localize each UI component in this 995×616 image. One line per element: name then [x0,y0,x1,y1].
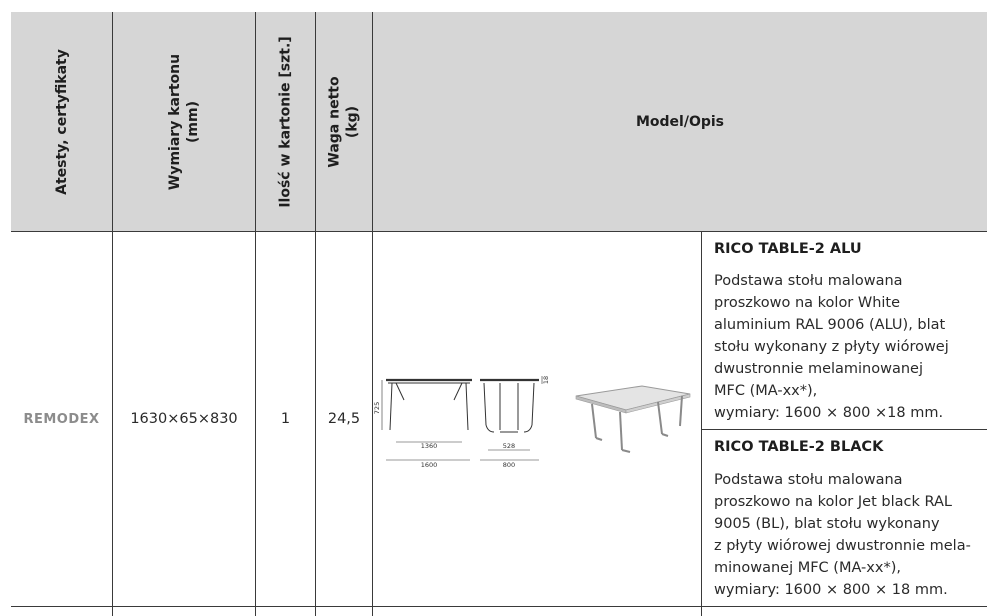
header-carton-dimensions [113,12,255,231]
variant-title-alu: RICO TABLE-2 ALU [714,241,862,257]
drawing-width-label: 1600 [420,461,438,469]
header-model-description: Model/Opis [635,113,725,130]
carton-dimensions-value: 1630×65×830 [130,411,238,427]
header-carton-dimensions-line1: Wymiary kartonu [167,53,183,190]
header-certificates [11,12,112,231]
description-line: Podstawa stołu malowana [714,472,903,488]
row-divider [11,606,987,607]
drawing-height-label: 725 [373,401,381,415]
header-carton-dimensions-line2: (mm) [185,100,201,143]
description-line: MFC (MA-xx*), [714,383,818,399]
description-line: z płyty wiórowej dwustronnie mela- [714,538,971,554]
variant-description-alu [714,270,949,424]
header-net-weight-line1: Waga netto [327,75,344,168]
description-line: minowanej MFC (MA-xx*), [714,560,901,576]
column-divider [701,232,702,616]
header-quantity [256,12,315,231]
drawing-inner-depth-label: 528 [502,442,516,450]
description-line: stołu wykonany z płyty wiórowej [714,339,949,355]
drawing-inner-width-label: 1360 [420,442,438,450]
technical-drawing [374,370,564,470]
description-line: Podstawa stołu malowana [714,273,903,289]
header-net-weight [316,12,372,231]
description-line: aluminium RAL 9006 (ALU), blat [714,317,946,333]
quantity-value: 1 [280,411,291,427]
description-line: wymiary: 1600 × 800 × 18 mm. [714,582,948,598]
header-net-weight-line2: (kg) [345,105,362,138]
header-certificates-label: Atesty, certyfikaty [53,48,70,195]
description-line: 9005 (BL), blat stołu wykonany [714,516,940,532]
description-line: proszkowo na kolor White [714,295,901,311]
certificate-value: REMODEX [23,411,100,427]
row-divider [701,429,987,430]
description-line: wymiary: 1600 × 800 ×18 mm. [714,405,944,421]
drawing-depth-label: 800 [502,461,516,469]
drawing-thickness-label: 18 [542,375,550,385]
header-carton-dimensions-label [166,53,202,189]
net-weight-value: 24,5 [327,411,361,427]
table-product-image [572,380,694,460]
variant-title-black: RICO TABLE-2 BLACK [714,439,884,455]
variant-description-black [714,469,971,601]
header-net-weight-label [326,76,362,167]
description-line: proszkowo na kolor Jet black RAL [714,494,952,510]
description-line: dwustronnie melaminowanej [714,361,924,377]
header-quantity-label: Ilość w kartonie [szt.] [277,35,294,208]
